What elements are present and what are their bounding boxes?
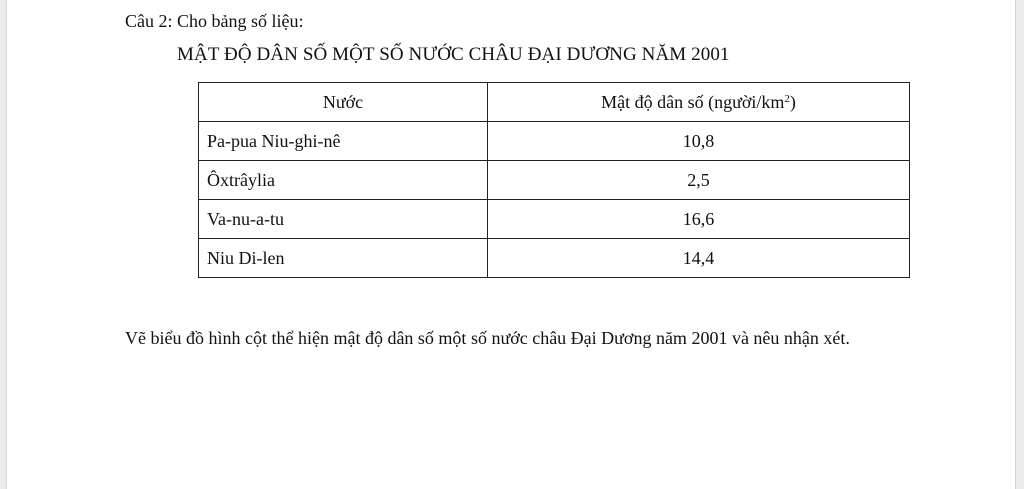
question-label: Câu 2: Cho bảng số liệu: xyxy=(125,11,304,31)
density-cell: 10,8 xyxy=(488,122,910,161)
table-header-row xyxy=(199,83,910,122)
table-row xyxy=(199,200,910,239)
header-density xyxy=(488,83,910,122)
table-row xyxy=(199,239,910,278)
population-density-table xyxy=(198,82,910,278)
table-row xyxy=(199,122,910,161)
header-density-close: ) xyxy=(789,91,796,112)
density-cell: 16,6 xyxy=(488,200,910,239)
header-density-superscript: 2 xyxy=(784,92,790,105)
country-cell: Niu Di-len xyxy=(199,239,488,278)
country-cell: Pa-pua Niu-ghi-nê xyxy=(199,122,488,161)
header-density-text: Mật độ dân số (người/km xyxy=(601,91,785,112)
density-cell: 14,4 xyxy=(488,239,910,278)
header-country: Nước xyxy=(199,83,488,122)
task-instruction: Vẽ biểu đồ hình cột thể hiện mật độ dân số một số nước châu Đại Dương năm 2001 và nêu nhận xét. xyxy=(125,328,850,348)
country-cell: Ôxtrâylia xyxy=(199,161,488,200)
country-cell: Va-nu-a-tu xyxy=(199,200,488,239)
density-cell: 2,5 xyxy=(488,161,910,200)
table-title: MẬT ĐỘ DÂN SỐ MỘT SỐ NƯỚC CHÂU ĐẠI DƯƠNG NĂM 2001 xyxy=(177,44,730,65)
table-row xyxy=(199,161,910,200)
document-page xyxy=(6,0,1016,489)
